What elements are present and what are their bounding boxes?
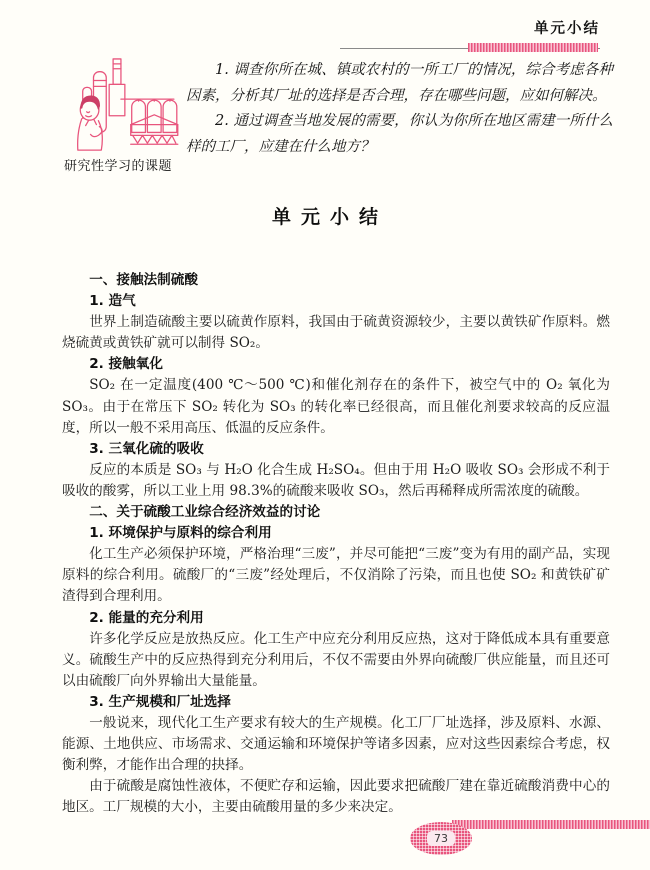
body-paragraph: 一、接触法制硫酸 <box>89 272 198 288</box>
body-paragraph: 2. 接触氧化 <box>89 356 163 373</box>
question-item: 2. 通过调查当地发展的需要，你认为你所在地区需建一所什么样的工厂，应建在什么地方？ <box>186 113 613 155</box>
research-questions <box>186 58 613 160</box>
research-topic-caption: 研究性学习的课题 <box>63 159 172 174</box>
body-paragraph: 二、关于硫酸工业综合经济效益的讨论 <box>89 504 321 521</box>
body-paragraph: 3. 生产规模和厂址选择 <box>89 693 231 710</box>
body-paragraph: 1. 造气 <box>89 293 136 310</box>
factory-student-illustration-icon <box>54 56 182 154</box>
body-paragraph: 由于硫酸是腐蚀性液体，不便贮存和运输，因此要求把硫酸厂建在靠近硫酸消费中心的地区。工厂规模的大小，主要由硫酸用量的多少来决定。 <box>62 778 610 816</box>
body-paragraph: 化工生产必须保护环境，严格治理“三废”，并尽可能把“三废”变为有用的副产品，实现原料的综合利用。硫酸厂的“三废”经处理后，不仅消除了污染，而且也使 SO₂ 和黄铁矿矿渣得到合理利用。 <box>62 546 610 605</box>
body-paragraph: SO₂ 在一定温度(400 ℃～500 ℃)和催化剂存在的条件下，被空气中的 O₂ 氧化为 SO₃。由于在常压下 SO₂ 转化为 SO₃ 的转化率已经很高，而且催化剂要求较高的反应温度，所以一般不采用高压、低温的反应条件。 <box>62 377 610 436</box>
body-paragraph: 1. 环境保护与原料的综合利用 <box>89 525 272 542</box>
body-paragraph: 世界上制造硫酸主要以硫黄作原料，我国由于硫黄资源较少，主要以黄铁矿作原料。燃烧硫黄或黄铁矿就可以制得 SO₂。 <box>62 314 610 352</box>
body-text <box>62 270 610 818</box>
page-number-ellipse <box>410 822 472 855</box>
question-item: 1. 调查你所在城、镇或农村的一所工厂的情况，综合考虑各种因素，分析其厂址的选择是否合理，存在哪些问题，应如何解决。 <box>186 62 613 104</box>
body-paragraph: 3. 三氧化硫的吸收 <box>89 440 204 457</box>
footer-accent-bar <box>452 820 650 829</box>
page-number: 73 <box>427 831 455 846</box>
body-paragraph: 许多化学反应是放热反应。化工生产中应充分利用反应热，这对于降低成本具有重要意义。硫酸生产中的反应热得到充分利用后，不仅不需要由外界向硫酸厂供应能量，而且还可以由硫酸厂向外界输出大量能量。 <box>62 630 610 689</box>
body-paragraph: 反应的本质是 SO₃ 与 H₂O 化合生成 H₂SO₄。但由于用 H₂O 吸收 SO₃ 会形成不利于吸收的酸雾，所以工业上用 98.3%的硫酸来吸收 SO₃，然后再稀释成所需浓度的硫酸。 <box>62 461 610 499</box>
research-topic-figure <box>50 56 186 174</box>
header-accent-bar <box>468 43 598 52</box>
unit-summary-title: 单元小结 <box>271 206 388 228</box>
body-paragraph: 一般说来，现代化工生产要求有较大的生产规模。化工厂厂址选择，涉及原料、水源、能源、土地供应、市场需求、交通运输和环境保护等诸多因素，应对这些因素综合考虑，权衡利弊，才能作出合理的抉择。 <box>62 714 610 774</box>
body-paragraph: 2. 能量的充分利用 <box>89 609 204 626</box>
running-header-title: 单元小结 <box>534 21 600 37</box>
